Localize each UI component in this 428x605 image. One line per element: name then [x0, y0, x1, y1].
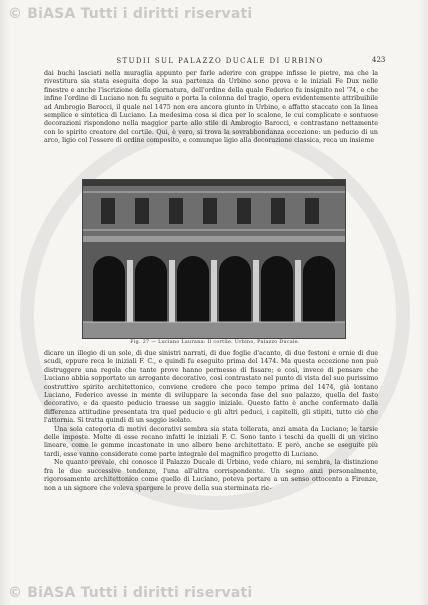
- page-number: 423: [372, 56, 386, 64]
- paragraph: Ne quanto prevale, chi conosce il Palazzo Ducale di Urbino, vede chiaro, mi sembra, la distinzione fra le due successive tendenze, l'una all'altra corrispondente. Un segno anzi personalmente, rigorosamente architettonico come quello di Luciano, poteva portare a un senso ottocento a Firenze, non a un signore che voleva spargere le prove della sua sterminata ric-: [44, 459, 378, 492]
- paragraph: dicare un illegio di un sole, di due sinistri narrati, di due foglie d'acanto, di due festoni e ornie di due scudi, eppure reca le iniziali F. C., e quindi fu eseguito prima del 1474. Ma questa eccezione non può distruggere una regola che tante prove hanno permesso di fissare; e così, invece di pensare che Luciano abbia sopportato un arrogante decorativo, così contrastato nel punto di vista del suo purissimo costruttivo spirito architettonico, conviene credere che poco tempo prima del 1474, già lontano Luciano, Federico avesse in mente di sviluppare la seconda fase del suo palazzo, quella del fasto decorativo, e da questo peducio traesse un saggio iniziale. Questo fatto è anche confermato dalla differenza attitudine presentata tra quel peducio e gli altri peduci, i capitelli, gli stipiti, tutto ciò che l'attornia. Si tratta quindi di un saggio isolato.: [44, 350, 378, 425]
- watermark-bottom: © BiASA Tutti i diritti riservati: [8, 585, 253, 601]
- courtyard-illustration: [83, 180, 345, 338]
- body-text-bottom: [44, 350, 378, 493]
- figure-caption: Fig. 27 — Luciano Laurana: Il cortile. Urbino, Palazzo Ducale.: [130, 340, 300, 345]
- running-head: STUDII SUL PALAZZO DUCALE DI URBINO: [116, 57, 324, 65]
- courtyard-photograph: [82, 179, 346, 339]
- paragraph: Una sola categoria di motivi decorativi sembra sia stata tollerata, anzi amata da Luciano; le tarsie delle imposte. Molte di esse recano infatti le iniziali F. C. Sono tanto i teschi da quelli di un vicino lineare, come le gemme incastonate in uno albero bene architettato. E però, anche se eseguite più tardi, esse vanno considerate come parte integrale del magnifico progetto di Luciano.: [44, 425, 378, 458]
- body-text-top: [44, 70, 378, 146]
- paragraph: dai buchi lasciati nella muraglia appunto per farle aderire con grappe infisse le pietre, ma che la rivestitura sia stata eseguita dopo la sua partenza da Urbino sono prova e le iniziali Fe Dux nelle finestre e anche l'iscrizione della giornatura, dell'ordine della quale Federico fu insignito nel '74, e che infine l'ordine di Luciano non fu seguito e porta la colonna del tragio, opera evidentemente attribuibile ad Ambrogio Barocci, il quale nel 1475 non era ancora giunto in Urbino, e affatto staccato con la linea semplice e sintetica di Luciano. La medesima cosa si dica per lo scalone, le cui complicate e sontuose decorazioni rispondono nella maggior parte allo stile di Ambrogio Barocci, e contrastano nettamente con lo spirito creatore del cortile. Qui, è vero, si trova la sovrabbondanza eccezione: un peducio di un arco, ligio col l'essere di ordine composito, e comunque ligio alla decorazione classica, reca un insieme: [44, 70, 378, 145]
- watermark-top: © BiASA Tutti i diritti riservati: [8, 6, 253, 22]
